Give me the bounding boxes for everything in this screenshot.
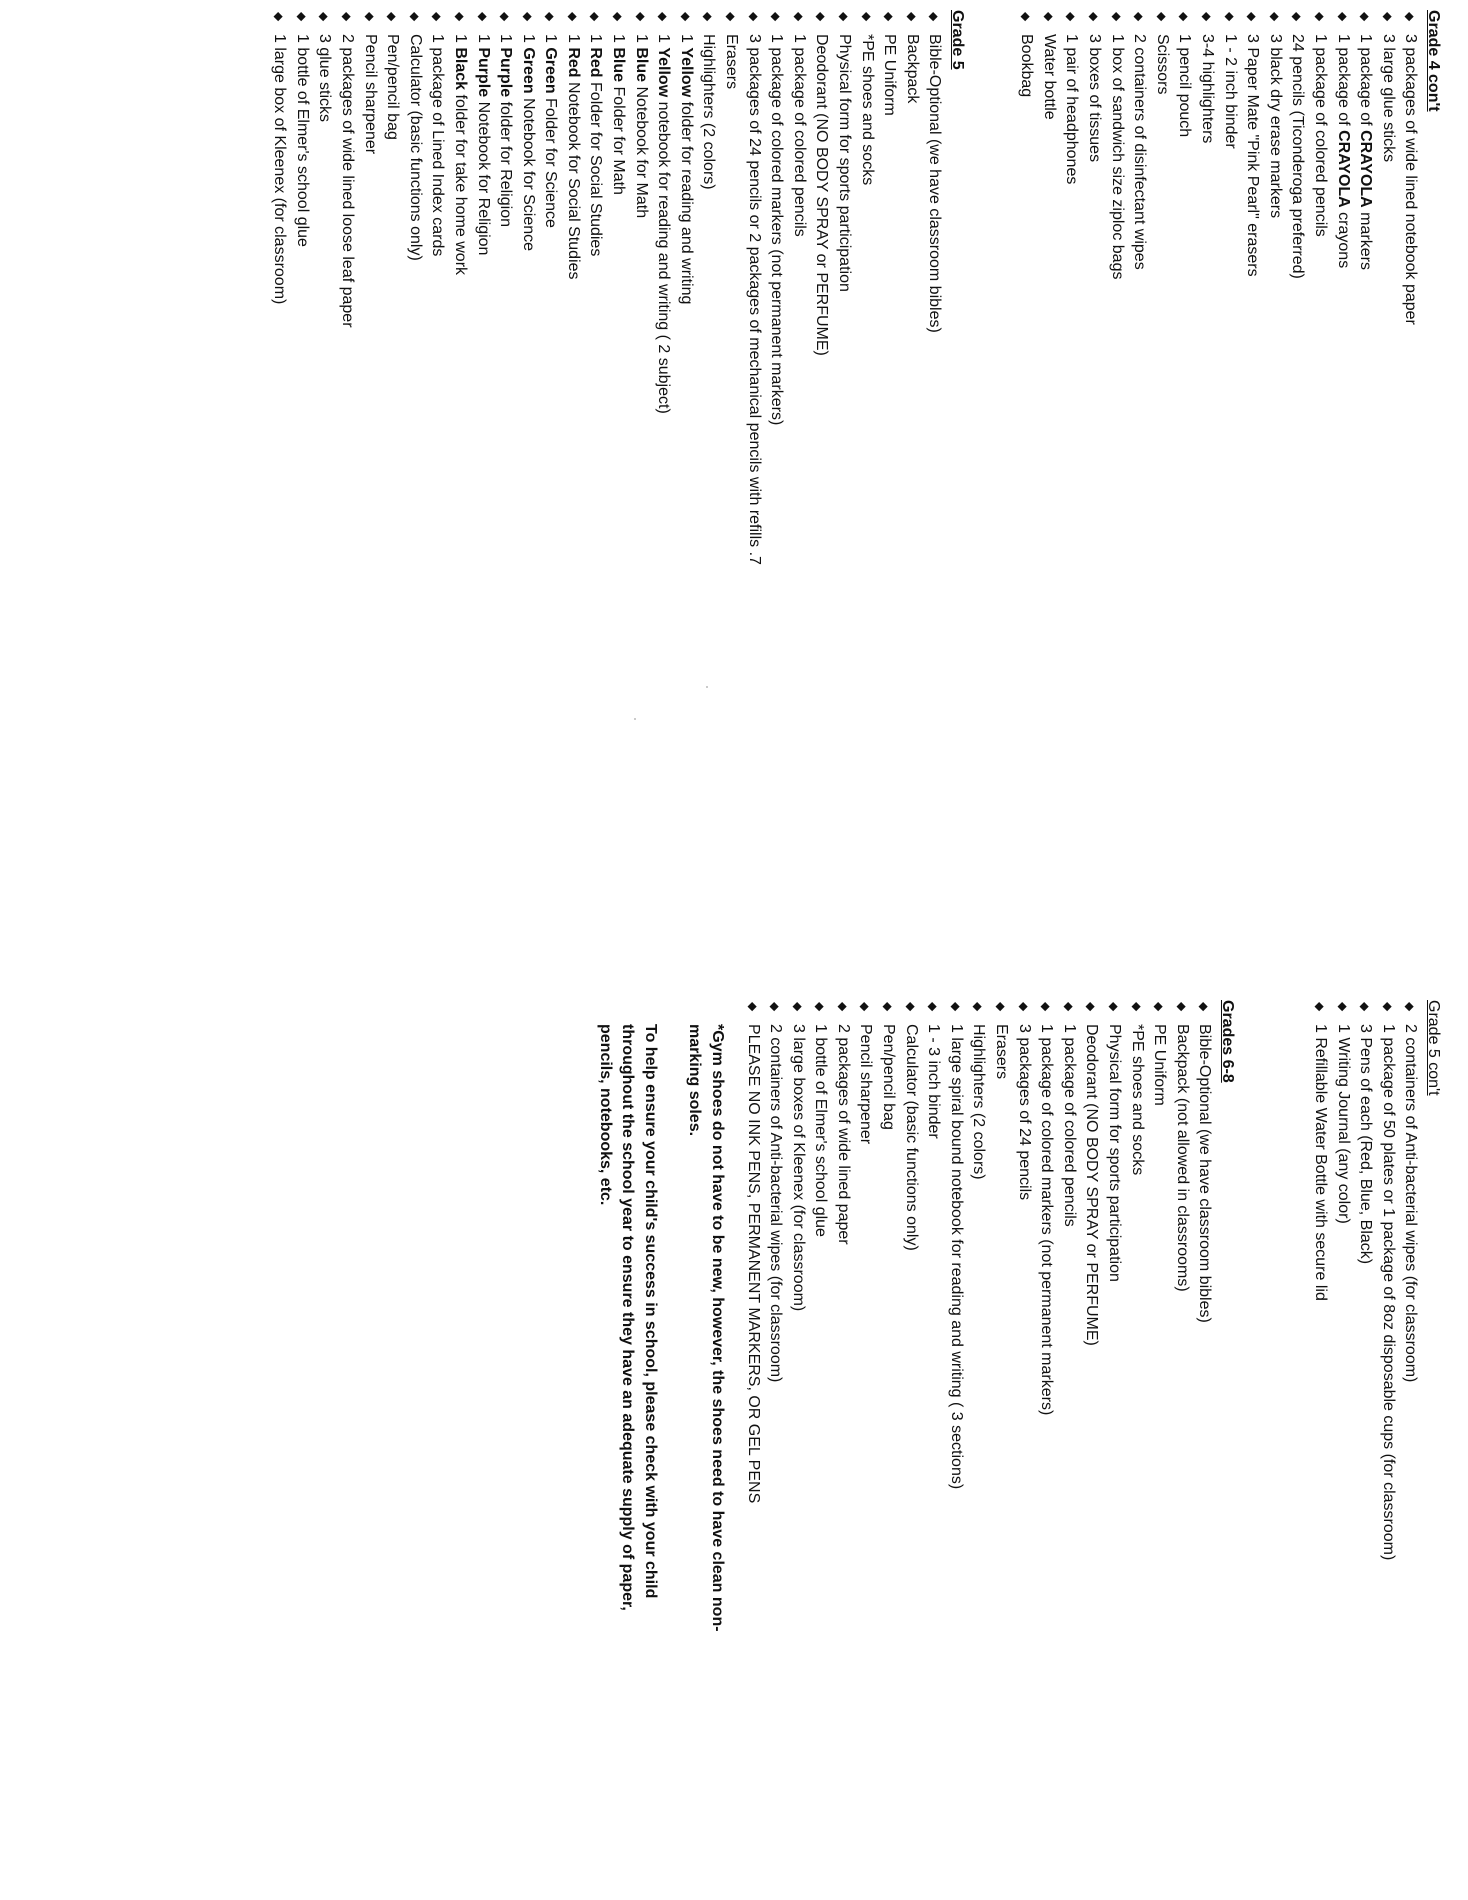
item-color-word: Red (587, 47, 605, 78)
item-text: Backpack (903, 34, 921, 104)
bullet-icon: ◆ (927, 12, 942, 22)
bullet-icon: ◆ (814, 12, 829, 22)
item-color-word: Black (451, 47, 469, 91)
item-text: 3 Pens of each (Red, Blue, Black) (1357, 1024, 1375, 1265)
bullet-icon: ◆ (362, 12, 377, 22)
bullet-icon: ◆ (724, 12, 739, 22)
bullet-icon: ◆ (1245, 12, 1260, 22)
item-text: 1 - 3 inch binder (925, 1024, 943, 1139)
bullet-icon: ◆ (904, 12, 919, 22)
list-item (539, 10, 562, 565)
supply-note: To help ensure your child's success in school, please check with your child throughout the school year to ensure they have an adequate supply of paper, pencils, notebooks, etc. (596, 1024, 659, 1611)
bullet-icon: ◆ (588, 12, 603, 22)
item-text: 1 (587, 34, 605, 48)
item-text: Bible-Optional (we have classroom bibles) (926, 34, 944, 333)
bullet-icon: ◆ (1222, 12, 1237, 22)
item-text: 1 (677, 34, 695, 48)
bullet-icon: ◆ (903, 1002, 918, 1012)
list-item (855, 10, 878, 565)
bullet-icon: ◆ (452, 12, 467, 22)
grade4-cont-section (1015, 10, 1444, 325)
item-text: 1 box of sandwich size ziploc bags (1108, 34, 1126, 280)
list-item (1308, 1000, 1331, 1560)
list-item (471, 10, 494, 565)
list-item (561, 10, 584, 565)
bullet-icon: ◆ (745, 1002, 760, 1012)
list-item (832, 10, 855, 565)
item-text: 1 package of Lined Index cards (429, 34, 447, 257)
bullet-icon: ◆ (498, 12, 513, 22)
item-text: 2 containers of Anti-bacterial wipes (for classroom) (1402, 1024, 1420, 1383)
bullet-icon: ◆ (1107, 1002, 1122, 1012)
list-item (719, 10, 742, 565)
bullet-icon: ◆ (565, 12, 580, 22)
item-text: 1 package of 50 plates or 1 package of 8oz disposable cups (for classroom) (1379, 1024, 1397, 1561)
item-text: Pencil sharpener (857, 1024, 875, 1145)
list-item (1376, 1000, 1399, 1560)
list-item (1399, 1000, 1422, 1560)
list-item (944, 1000, 967, 1503)
bullet-icon: ◆ (859, 12, 874, 22)
gym-shoes-note: *Gym shoes do not have to be new, however, the shoes need to have clean non-marking soles. (686, 1024, 726, 1632)
bullet-icon: ◆ (858, 1002, 873, 1012)
list-item (922, 1000, 945, 1503)
item-text: 1 package of colored pencils (790, 34, 808, 237)
item-color-word: Green (519, 47, 537, 94)
bullet-icon: ◆ (1061, 1002, 1076, 1012)
item-color-word: Yellow (677, 47, 695, 98)
item-color-word: Green (542, 47, 560, 94)
list-item (1195, 10, 1218, 325)
bullet-icon: ◆ (791, 12, 806, 22)
bullet-icon: ◆ (656, 12, 671, 22)
bullet-icon: ◆ (543, 12, 558, 22)
item-color-word: CRAYOLA (1357, 130, 1375, 208)
item-text: markers (1357, 207, 1375, 270)
bullet-icon: ◆ (926, 1002, 941, 1012)
item-text: 1 (564, 34, 582, 48)
bullet-icon: ◆ (1290, 12, 1305, 22)
item-color-word: Blue (610, 47, 628, 83)
item-text: 1 - 2 inch binder (1221, 34, 1239, 149)
item-text: 1 package of colored pencils (1312, 34, 1330, 237)
item-text: 1 package of (1334, 34, 1352, 131)
item-text: Physical form for sports participation (1106, 1024, 1124, 1282)
item-text: 1 (655, 34, 673, 48)
scan-speck (634, 718, 636, 720)
list-item (381, 10, 404, 565)
bullet-icon: ◆ (1084, 1002, 1099, 1012)
bullet-icon: ◆ (1064, 12, 1079, 22)
item-text: Calculator (basic functions only) (406, 34, 424, 261)
item-text: 1 package of colored markers (not permanent markers) (768, 34, 786, 426)
item-text: 3 black dry erase markers (1266, 34, 1284, 219)
item-text: 1 large spiral bound notebook for reading and writing ( 3 sections) (947, 1024, 965, 1490)
item-text: Pen/pencil bag (880, 1024, 898, 1130)
list-item (742, 10, 765, 565)
list-item (1193, 1000, 1216, 1503)
bullet-icon: ◆ (746, 12, 761, 22)
item-text: PLEASE NO INK PENS, PERMANENT MARKERS, OR GEL PENS (744, 1024, 762, 1504)
item-text: 1 Refillable Water Bottle with secure lid (1312, 1024, 1330, 1301)
bullet-icon: ◆ (1152, 1002, 1167, 1012)
item-color-word: Yellow (655, 47, 673, 98)
bullet-icon: ◆ (407, 12, 422, 22)
item-text: Scissors (1153, 34, 1171, 95)
bullet-icon: ◆ (294, 12, 309, 22)
bullet-icon: ◆ (1358, 12, 1373, 22)
list-item (1173, 10, 1196, 325)
list-item (989, 1000, 1012, 1503)
bullet-icon: ◆ (813, 1002, 828, 1012)
list-item (1376, 10, 1399, 325)
grade5-section (268, 10, 968, 565)
item-text: 1 package of colored pencils (1060, 1024, 1078, 1227)
bullet-icon: ◆ (948, 1002, 963, 1012)
item-text: 1 package of (1357, 34, 1375, 131)
list-item (1057, 1000, 1080, 1503)
item-text: Folder for Social Studies (587, 77, 605, 257)
list-item (1102, 1000, 1125, 1503)
item-text: 1 pair of headphones (1063, 34, 1081, 185)
list-item (765, 10, 788, 565)
list-item (1308, 10, 1331, 325)
bullet-icon: ◆ (1019, 12, 1034, 22)
item-text: 2 packages of wide lined paper (834, 1024, 852, 1245)
list-item (1105, 10, 1128, 325)
item-text: Erasers (723, 34, 741, 90)
list-item (607, 10, 630, 565)
bullet-icon: ◆ (430, 12, 445, 22)
list-item (899, 1000, 922, 1503)
bullet-icon: ◆ (1403, 1002, 1418, 1012)
bullet-icon: ◆ (1313, 1002, 1328, 1012)
bullet-icon: ◆ (1380, 1002, 1395, 1012)
list-item (697, 10, 720, 565)
item-text: Bookbag (1018, 34, 1036, 98)
bullet-icon: ◆ (1403, 12, 1418, 22)
bullet-icon: ◆ (1039, 1002, 1054, 1012)
item-text: Notebook for Religion (474, 97, 492, 256)
bullet-icon: ◆ (971, 1002, 986, 1012)
item-text: notebook for reading and writing ( 2 subject) (655, 97, 673, 414)
grade5-list (268, 10, 946, 565)
item-text: Folder for Science (542, 93, 560, 228)
list-item (1286, 10, 1309, 325)
list-item (313, 10, 336, 565)
item-text: folder for take home work (451, 90, 469, 276)
item-text: 3 packages of wide lined notebook paper (1402, 34, 1420, 325)
grade5-cont-heading: Grade 5 con't (1425, 1000, 1442, 1096)
list-item (290, 10, 313, 565)
item-text: 24 pencils (Ticonderoga preferred) (1289, 34, 1307, 279)
bullet-icon: ◆ (520, 12, 535, 22)
bullet-icon: ◆ (790, 1002, 805, 1012)
item-text: folder for reading and writing (677, 97, 695, 305)
item-color-word: Purple (474, 47, 492, 98)
list-item (1037, 10, 1060, 325)
bullet-icon: ◆ (1087, 12, 1102, 22)
bullet-icon: ◆ (633, 12, 648, 22)
grades6-8-section (741, 1000, 1238, 1503)
list-item (335, 10, 358, 565)
item-text: 1 package of colored markers (not permanent markers) (1038, 1024, 1056, 1416)
bullet-icon: ◆ (1197, 1002, 1212, 1012)
item-text: 1 (542, 34, 560, 48)
list-item (1354, 1000, 1377, 1560)
item-text: Folder for Math (610, 82, 628, 195)
item-text: 1 (451, 34, 469, 48)
item-text: Notebook for Social Studies (564, 77, 582, 280)
item-text: Pen/pencil bag (384, 34, 402, 140)
bullet-icon: ◆ (1174, 1002, 1189, 1012)
item-text: 3 glue sticks (316, 34, 334, 123)
list-item (1399, 10, 1422, 325)
grade5-cont-section (1308, 1000, 1444, 1560)
item-text: 2 containers of Anti-bacterial wipes (for classroom) (767, 1024, 785, 1383)
list-item (1035, 1000, 1058, 1503)
item-text: 3 packages of 24 pencils (1015, 1024, 1033, 1201)
item-text: PE Uniform (881, 34, 899, 116)
grade4-cont-heading: Grade 4 con't (1425, 10, 1442, 112)
scan-speck (706, 686, 708, 688)
bullet-icon: ◆ (1335, 1002, 1350, 1012)
item-text: Notebook for Math (632, 82, 650, 219)
bullet-icon: ◆ (1335, 12, 1350, 22)
item-text: 3 large glue sticks (1379, 34, 1397, 163)
item-text: 3 boxes of tissues (1086, 34, 1104, 163)
list-item (1012, 1000, 1035, 1503)
item-text: 1 (497, 34, 515, 48)
item-text: 3 Paper Mate "Pink Pearl" erasers (1244, 34, 1262, 277)
list-item (1241, 10, 1264, 325)
list-item (1125, 1000, 1148, 1503)
list-item (1083, 10, 1106, 325)
grade4-cont-list (1015, 10, 1422, 325)
list-item (652, 10, 675, 565)
item-text: PE Uniform (1151, 1024, 1169, 1106)
item-color-word: CRAYOLA (1334, 130, 1352, 208)
list-item (268, 10, 291, 565)
item-text: 1 bottle of Elmer's school glue (812, 1024, 830, 1237)
list-item (1080, 1000, 1103, 1503)
bullet-icon: ◆ (701, 12, 716, 22)
bullet-icon: ◆ (881, 1002, 896, 1012)
item-text: 3-4 highlighters (1199, 34, 1217, 144)
bullet-icon: ◆ (1041, 12, 1056, 22)
item-text: 1 Writing Journal (any color) (1334, 1024, 1352, 1224)
item-text: Deodorant (NO BODY SPRAY or PERFUME) (1083, 1024, 1101, 1346)
grades6-8-list (741, 1000, 1215, 1503)
item-text: Physical form for sports participation (836, 34, 854, 292)
item-text: Backpack (not allowed in classrooms) (1173, 1024, 1191, 1292)
list-item (629, 10, 652, 565)
item-text: 1 (519, 34, 537, 48)
bullet-icon: ◆ (769, 12, 784, 22)
bullet-icon: ◆ (678, 12, 693, 22)
bullet-icon: ◆ (1132, 12, 1147, 22)
item-text: 2 containers of disinfectant wipes (1131, 34, 1149, 270)
list-item (877, 1000, 900, 1503)
item-text: 1 (610, 34, 628, 48)
bullet-icon: ◆ (768, 1002, 783, 1012)
bullet-icon: ◆ (994, 1002, 1009, 1012)
notes-block (571, 1024, 728, 1664)
bullet-icon: ◆ (1380, 12, 1395, 22)
list-item (1060, 10, 1083, 325)
bullet-icon: ◆ (385, 12, 400, 22)
list-item (809, 1000, 832, 1503)
list-item (674, 10, 697, 565)
list-item (787, 10, 810, 565)
bullet-icon: ◆ (1200, 12, 1215, 22)
bullet-icon: ◆ (475, 12, 490, 22)
item-text: 3 large boxes of Kleenex (for classroom) (789, 1024, 807, 1312)
list-item (1170, 1000, 1193, 1503)
list-item (516, 10, 539, 565)
item-text: 2 packages of wide lined loose leaf paper (338, 34, 356, 328)
item-text: Calculator (basic functions only) (902, 1024, 920, 1251)
item-text: 1 (474, 34, 492, 48)
list-item (831, 1000, 854, 1503)
bullet-icon: ◆ (835, 1002, 850, 1012)
bullet-icon: ◆ (837, 12, 852, 22)
item-text: 1 pencil pouch (1176, 34, 1194, 138)
bullet-icon: ◆ (1154, 12, 1169, 22)
list-item (900, 10, 923, 565)
item-text: Deodorant (NO BODY SPRAY or PERFUME) (813, 34, 831, 356)
item-text: Notebook for Science (519, 93, 537, 252)
item-text: crayons (1334, 207, 1352, 269)
bullet-icon: ◆ (1177, 12, 1192, 22)
list-item (741, 1000, 764, 1503)
list-item (1354, 10, 1377, 325)
bullet-icon: ◆ (317, 12, 332, 22)
bullet-icon: ◆ (611, 12, 626, 22)
list-item (1263, 10, 1286, 325)
list-item (448, 10, 471, 565)
list-item (1331, 1000, 1354, 1560)
bullet-icon: ◆ (1358, 1002, 1373, 1012)
list-item (923, 10, 946, 565)
list-item (1150, 10, 1173, 325)
item-text: 1 bottle of Elmer's school glue (293, 34, 311, 247)
item-text: Highlighters (2 colors) (970, 1024, 988, 1180)
bullet-icon: ◆ (1129, 1002, 1144, 1012)
list-item (854, 1000, 877, 1503)
grades6-8-heading: Grades 6-8 (1219, 1000, 1236, 1083)
list-item (1148, 1000, 1171, 1503)
list-item (358, 10, 381, 565)
item-text: Bible-Optional (we have classroom bibles) (1196, 1024, 1214, 1323)
grade5-cont-list (1308, 1000, 1421, 1560)
bullet-icon: ◆ (1313, 12, 1328, 22)
list-item (494, 10, 517, 565)
list-item (426, 10, 449, 565)
list-item (403, 10, 426, 565)
list-item (1331, 10, 1354, 325)
list-item (878, 10, 901, 565)
list-item (967, 1000, 990, 1503)
list-item (1015, 10, 1038, 325)
grade5-heading: Grade 5 (949, 10, 966, 70)
item-text: 1 (632, 34, 650, 48)
list-item (584, 10, 607, 565)
list-item (810, 10, 833, 565)
bullet-icon: ◆ (1267, 12, 1282, 22)
list-item (764, 1000, 787, 1503)
item-text: 3 packages of 24 pencils or 2 packages of mechanical pencils with refills .7 (745, 34, 763, 565)
item-text: Water bottle (1040, 34, 1058, 120)
item-text: Pencil sharpener (361, 34, 379, 155)
list-item (786, 1000, 809, 1503)
list-item (1218, 10, 1241, 325)
item-color-word: Blue (632, 47, 650, 83)
item-text: folder for Religion (497, 97, 515, 227)
bullet-icon: ◆ (1109, 12, 1124, 22)
item-text: Erasers (993, 1024, 1011, 1080)
bullet-icon: ◆ (272, 12, 287, 22)
item-color-word: Purple (497, 47, 515, 98)
item-text: 1 large box of Kleenex (for classroom) (271, 34, 289, 305)
list-item (1128, 10, 1151, 325)
bullet-icon: ◆ (1016, 1002, 1031, 1012)
bullet-icon: ◆ (339, 12, 354, 22)
item-color-word: Red (564, 47, 582, 78)
bullet-icon: ◆ (882, 12, 897, 22)
item-text: *PE shoes and socks (1128, 1024, 1146, 1176)
item-text: *PE shoes and socks (858, 34, 876, 186)
item-text: Highlighters (2 colors) (700, 34, 718, 190)
